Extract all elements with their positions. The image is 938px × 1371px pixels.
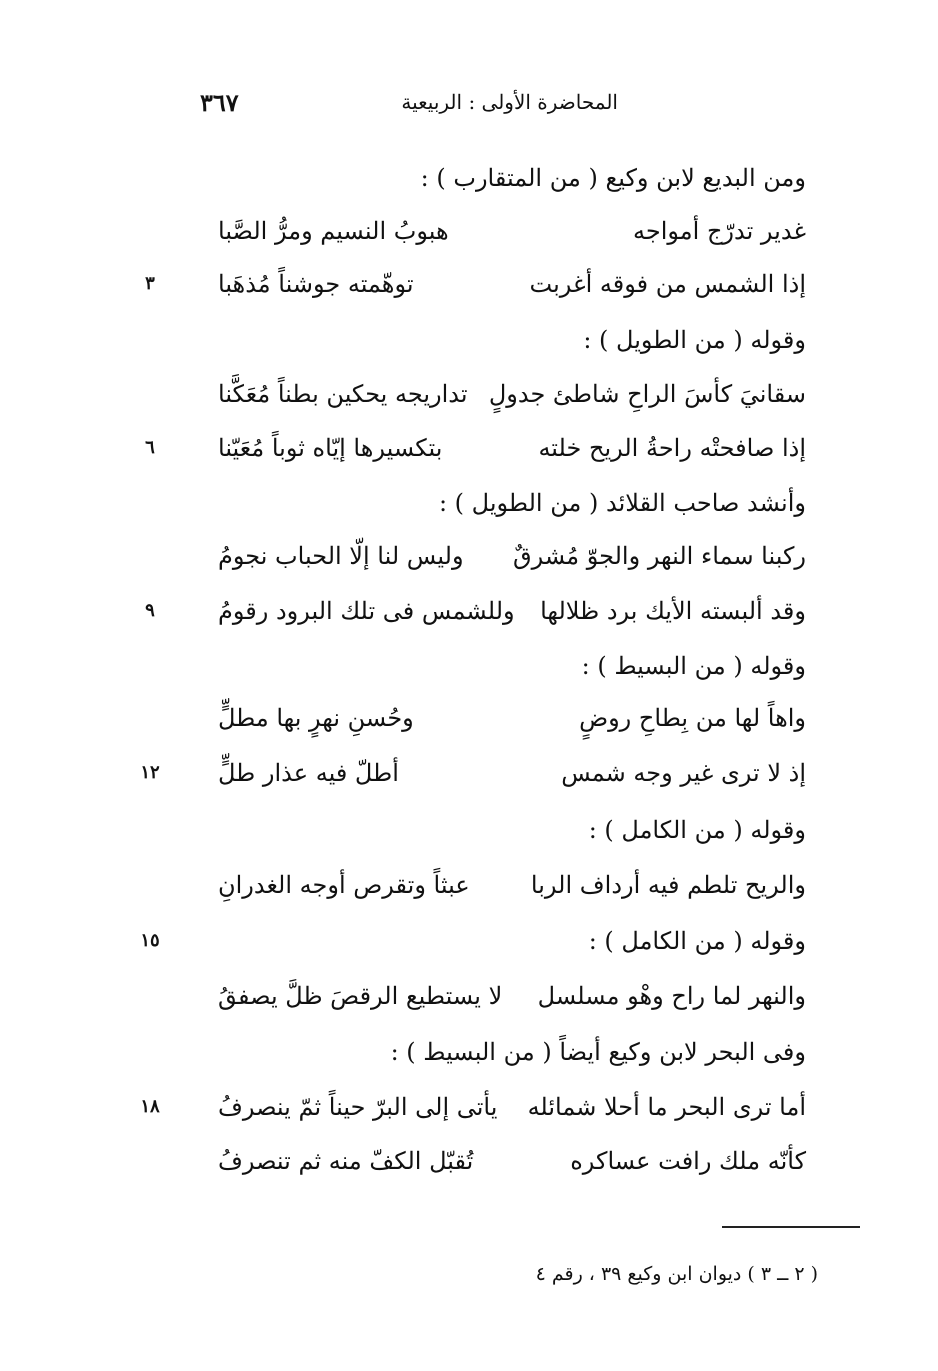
verse-line: [0, 968, 938, 1024]
second-hemistich: تداريجه يحكين بطناً مُعَكَّنا: [218, 380, 468, 408]
heading-text: وقوله ( من الكامل ) :: [588, 816, 806, 844]
verse-line: [0, 690, 938, 746]
first-hemistich: إذا الشمس من فوقه أغربت: [529, 270, 806, 298]
verse-line: [0, 256, 938, 312]
second-hemistich: وحُسنِ نهرٍ بها مطلٍّ: [218, 704, 414, 732]
line-number: ٣: [145, 273, 155, 294]
first-hemistich: أما ترى البحر ما أحلا شمائله: [527, 1093, 806, 1121]
verse-line: [0, 745, 938, 801]
first-hemistich: سقانيَ كأسَ الراحِ شاطئ جدولٍ: [488, 380, 806, 408]
line-number: ١٢: [140, 762, 160, 783]
second-hemistich: وليس لنا إلّا الحباب نجومُ: [218, 542, 464, 570]
verse-line: [0, 366, 938, 422]
second-hemistich: أطلّ فيه عذار طلٍّ: [218, 759, 399, 787]
heading-text: ومن البديع لابن وكيع ( من المتقارب ) :: [420, 164, 806, 192]
verse-line: [0, 1079, 938, 1135]
first-hemistich: إذ لا ترى غير وجه شمس: [561, 759, 806, 787]
verse-line: [0, 203, 938, 259]
second-hemistich: بتكسيرها إيّاه ثوباً مُعَيّنا: [218, 434, 443, 462]
verse-line: [0, 1133, 938, 1189]
verse-line: [0, 583, 938, 639]
verse-line: [0, 857, 938, 913]
first-hemistich: غدير تدرّج أمواجه: [633, 217, 806, 245]
page-number: ٣٦٧: [200, 87, 239, 117]
section-heading: [0, 312, 938, 368]
second-hemistich: توهّمته جوشناً مُذهَبا: [218, 270, 414, 298]
section-heading: [0, 150, 938, 206]
first-hemistich: وقد ألبسته الأيك برد ظلالها: [540, 597, 806, 625]
second-hemistich: وللشمس فى تلك البرود رقومُ: [218, 597, 515, 625]
second-hemistich: لا يستطيع الرقصَ ظلَّ يصفقُ: [218, 982, 503, 1010]
line-number: ٩: [145, 600, 155, 621]
first-hemistich: والنهر لما راح وهْو مسلسل: [537, 982, 806, 1010]
heading-text: وقوله ( من البسيط ) :: [581, 652, 806, 680]
section-heading: [0, 913, 938, 969]
second-hemistich: يأتى إلى البرّ حيناً ثمّ ينصرفُ: [218, 1093, 498, 1121]
section-heading: [0, 475, 938, 531]
page-header: [200, 82, 618, 122]
footnote: ( ٢ ــ ٣ ) ديوان ابن وكيع ٣٩ ، رقم ٤: [535, 1263, 818, 1285]
line-number: ١٨: [140, 1096, 160, 1117]
verse-line: [0, 528, 938, 584]
line-number: ٦: [145, 437, 155, 458]
first-hemistich: واهاً لها من بِطاحِ روضٍ: [579, 704, 806, 732]
footnote-divider: [722, 1226, 860, 1228]
heading-text: وفى البحر لابن وكيع أيضاً ( من البسيط ) :: [390, 1038, 806, 1066]
second-hemistich: عبثاً وتقرص أوجه الغدرانِ: [218, 871, 470, 899]
section-heading: [0, 638, 938, 694]
verse-line: [0, 420, 938, 476]
heading-text: وقوله ( من الكامل ) :: [588, 927, 806, 955]
first-hemistich: والريح تلطم فيه أرداف الربا: [530, 871, 806, 899]
second-hemistich: هبوبُ النسيم ومرُّ الصَّبا: [218, 217, 449, 245]
line-number: ١٥: [140, 930, 160, 951]
first-hemistich: إذا صافحتْه راحةُ الريح خلته: [538, 434, 806, 462]
heading-text: وأنشد صاحب القلائد ( من الطويل ) :: [438, 489, 806, 517]
section-heading: [0, 1024, 938, 1080]
first-hemistich: ركبنا سماء النهر والجوّ مُشرقٌ: [512, 542, 806, 570]
first-hemistich: كأنّه ملك رافت عساكره: [570, 1147, 806, 1175]
section-heading: [0, 802, 938, 858]
heading-text: وقوله ( من الطويل ) :: [583, 326, 806, 354]
second-hemistich: تُقبّل الكفّ منه ثم تنصرفُ: [218, 1147, 474, 1175]
running-title: المحاضرة الأولى : الربيعية: [401, 90, 618, 114]
